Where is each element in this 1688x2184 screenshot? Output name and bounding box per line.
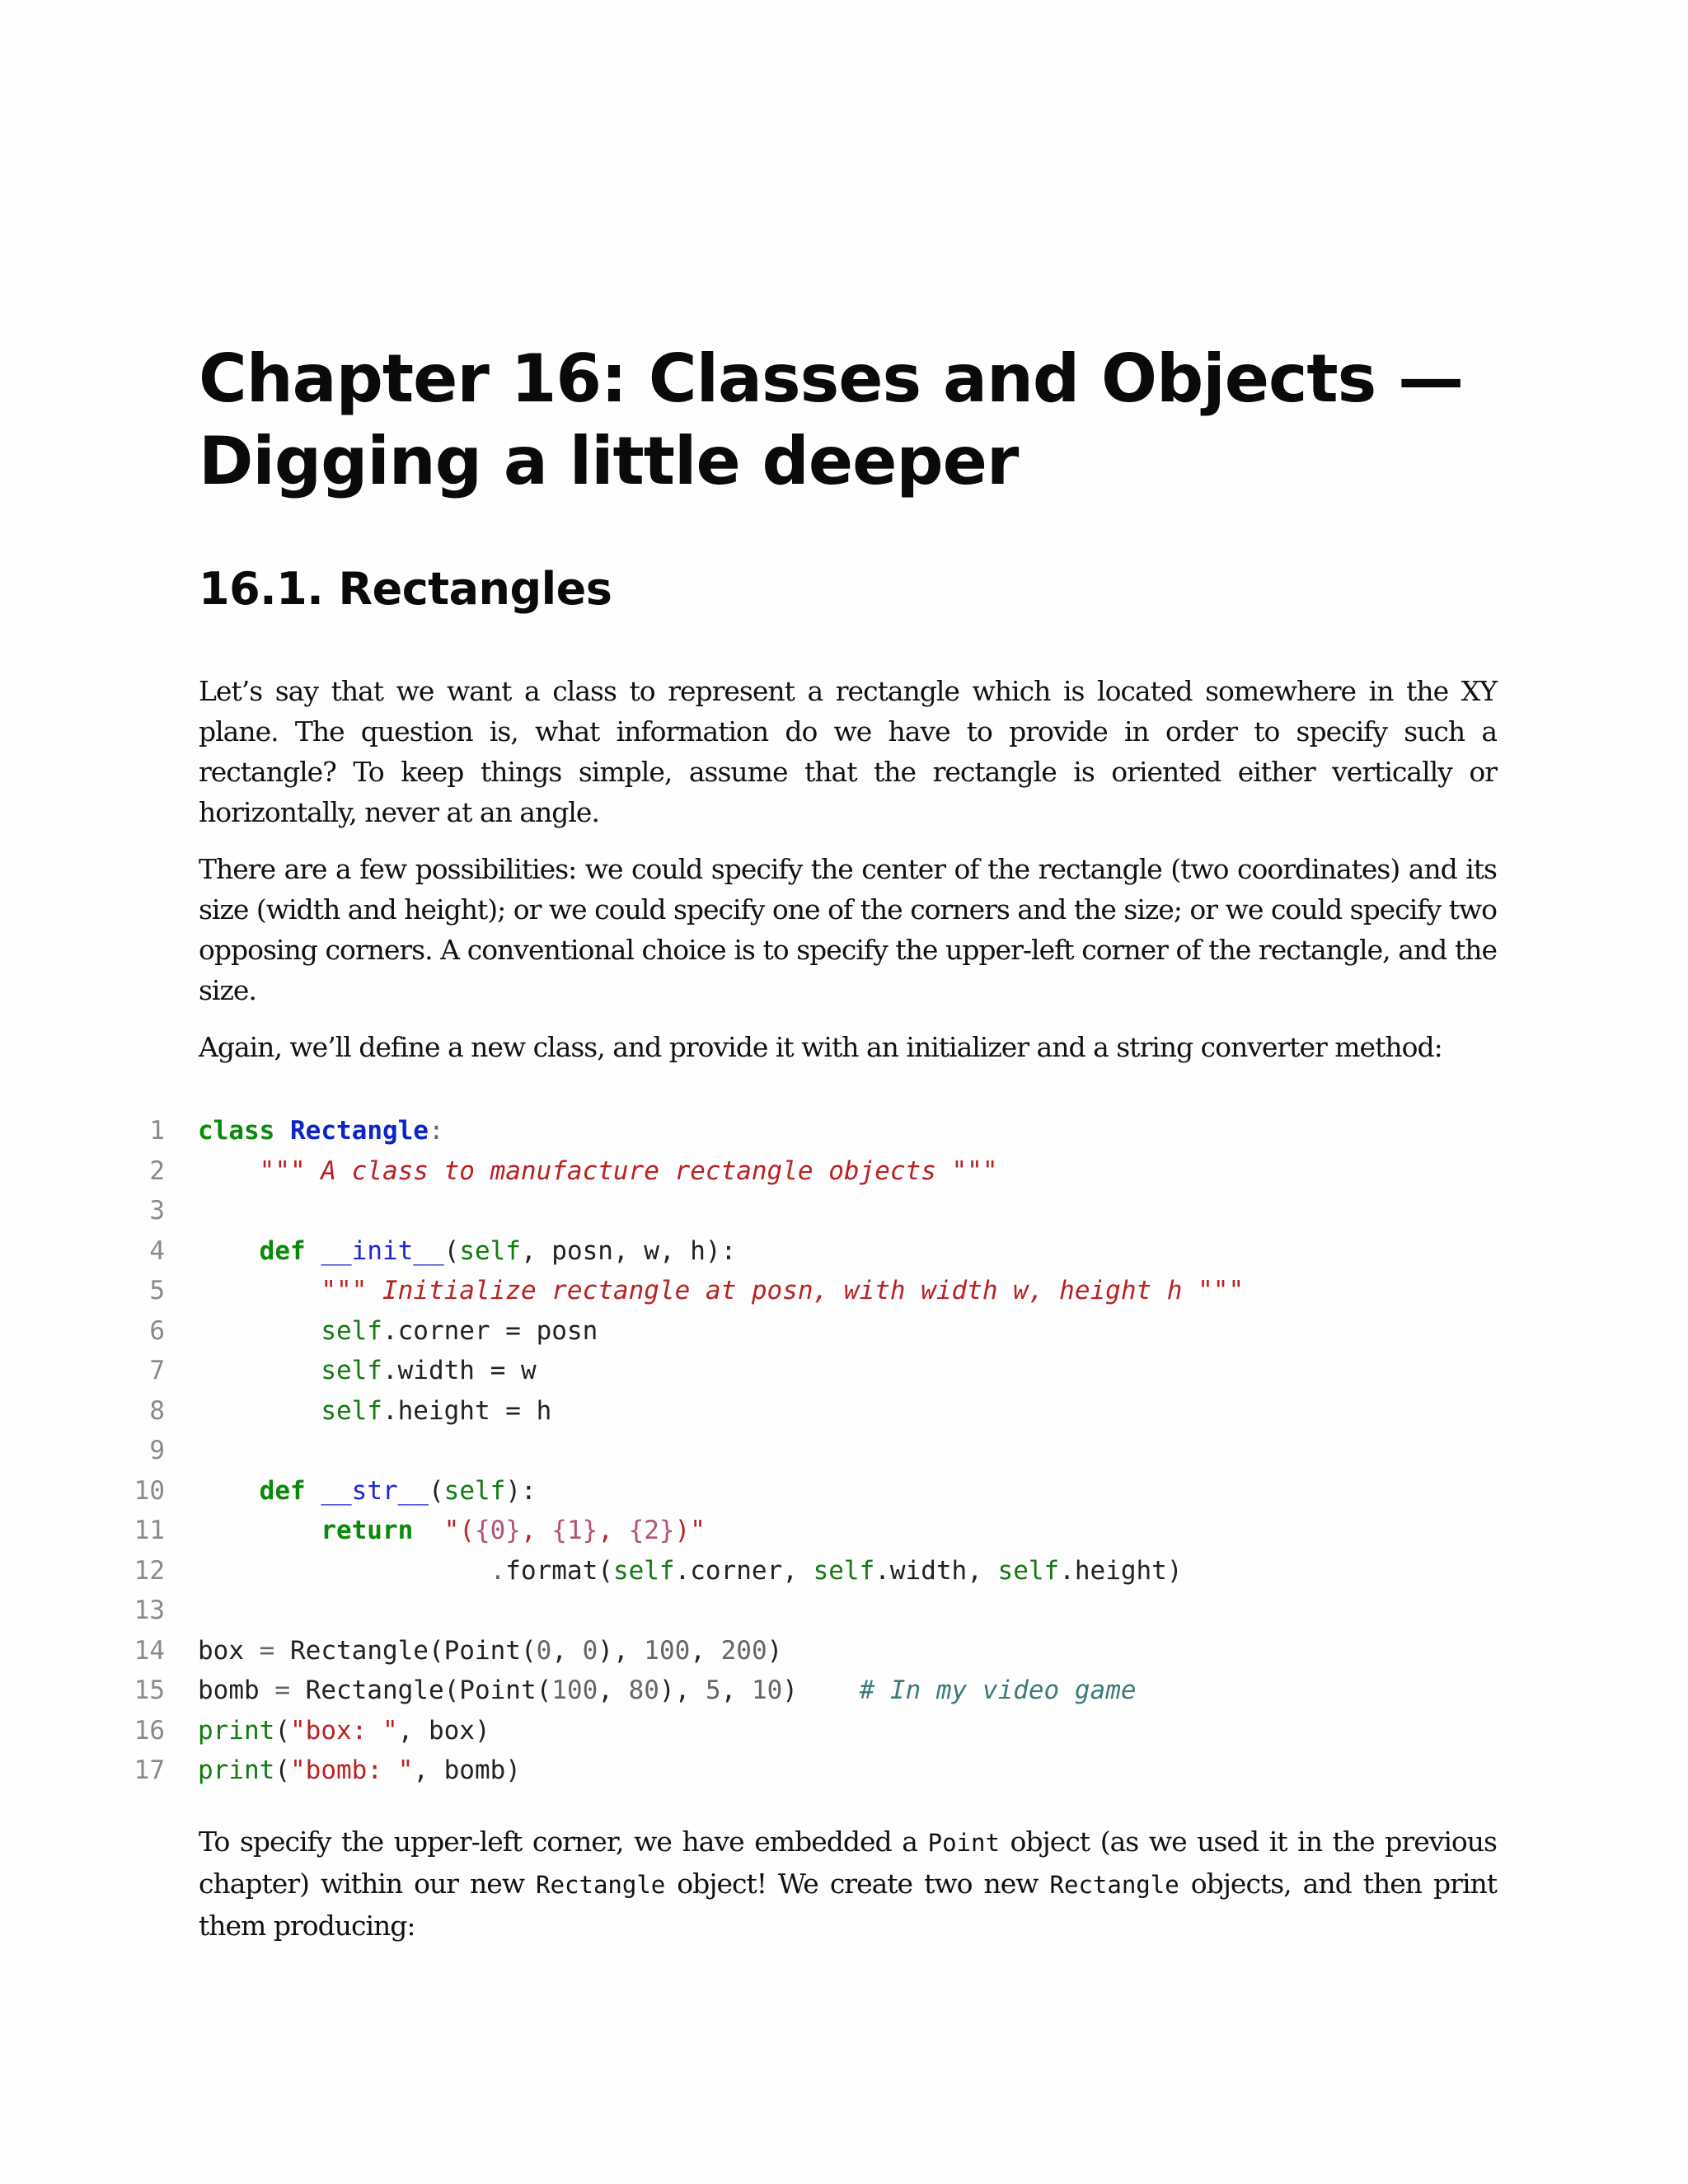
punctuation: , <box>720 1675 752 1705</box>
string: "( <box>443 1516 475 1545</box>
code-line <box>124 1311 1525 1352</box>
number: 10 <box>751 1675 783 1705</box>
code-text <box>198 1271 1244 1311</box>
code-line <box>124 1271 1525 1311</box>
code-text <box>198 1631 782 1671</box>
code-line <box>124 1151 1525 1192</box>
code-line <box>124 1231 1525 1272</box>
self-keyword: self <box>321 1356 382 1385</box>
argument: .corner, <box>674 1555 814 1586</box>
inline-code: Rectangle <box>1049 1871 1179 1899</box>
method-call: format( <box>505 1555 613 1586</box>
keyword: class <box>198 1116 275 1146</box>
code-text <box>198 1231 736 1272</box>
code-text <box>198 1551 1183 1591</box>
line-number: 17 <box>134 1755 165 1785</box>
line-number: 9 <box>149 1436 165 1465</box>
line-number: 6 <box>149 1315 165 1346</box>
punctuation: ), <box>659 1675 706 1705</box>
code-line <box>124 1591 1525 1631</box>
string: )" <box>674 1516 706 1545</box>
code-text <box>198 1671 1137 1711</box>
operator: = <box>259 1675 306 1705</box>
arguments: , bomb) <box>413 1755 521 1785</box>
code-text <box>198 1391 551 1432</box>
code-line <box>124 1511 1525 1551</box>
punctuation: ( <box>428 1475 444 1506</box>
number: 0 <box>582 1635 598 1666</box>
number: 5 <box>705 1675 721 1705</box>
inline-code: Point <box>927 1829 1000 1857</box>
self-keyword: self <box>321 1395 382 1426</box>
paragraph-4 <box>199 1821 1497 1946</box>
line-number: 4 <box>149 1235 165 1266</box>
line-number: 16 <box>134 1715 165 1746</box>
code-line <box>124 1631 1525 1671</box>
format-field: {1} <box>551 1516 598 1545</box>
format-field: {2} <box>628 1516 675 1545</box>
keyword: def <box>259 1235 306 1266</box>
statement: .width = w <box>382 1356 537 1385</box>
self-keyword: self <box>459 1235 521 1266</box>
punctuation: . <box>490 1555 506 1586</box>
line-number: 13 <box>134 1596 165 1625</box>
paragraph-3: Again, we’ll define a new class, and provide it with an initializer and a string converter method: <box>199 1031 1442 1063</box>
punctuation: ( <box>274 1715 290 1746</box>
punctuation: ( <box>274 1755 290 1785</box>
keyword: return <box>321 1516 414 1545</box>
class-name: Rectangle <box>290 1116 429 1146</box>
call: Rectangle(Point( <box>305 1675 552 1705</box>
punctuation: ), <box>598 1635 645 1666</box>
text-run: objects, and then print them producing: <box>199 1868 1498 1942</box>
statement: .height = h <box>382 1395 552 1426</box>
code-text <box>198 1151 998 1192</box>
paragraph-2: There are a few possibilities: we could specify the center of the rectangle (two coordinates) and its size (width and height); or we could specify one of the corners and the size; or we could specify two opposing corners. A conventional choice is to specify the upper-left corner of the rectangle, and the size. <box>199 853 1497 1006</box>
chapter-title-line-2: Digging a little deeper <box>199 423 1019 499</box>
punctuation: ) <box>782 1675 798 1705</box>
line-number: 8 <box>149 1395 165 1426</box>
code-text <box>198 1750 521 1791</box>
line-number: 7 <box>149 1356 165 1385</box>
builtin-function: print <box>198 1715 275 1746</box>
punctuation: , <box>551 1635 583 1666</box>
code-line <box>124 1431 1525 1471</box>
section-title: 16.1. Rectangles <box>199 563 612 615</box>
code-line <box>124 1551 1525 1591</box>
number: 100 <box>551 1675 598 1705</box>
builtin-function: print <box>198 1755 275 1785</box>
code-text <box>198 1511 706 1551</box>
code-text <box>198 1351 537 1391</box>
call: Rectangle(Point( <box>290 1635 537 1666</box>
line-number: 5 <box>149 1276 165 1305</box>
code-line <box>124 1711 1525 1751</box>
code-line <box>124 1471 1525 1511</box>
number: 0 <box>536 1635 552 1666</box>
line-number: 14 <box>134 1635 165 1666</box>
format-field: {0} <box>474 1516 521 1545</box>
intro-paragraphs <box>199 671 1497 1067</box>
code-text <box>198 1471 537 1511</box>
line-number: 12 <box>134 1555 165 1586</box>
code-line <box>124 1391 1525 1432</box>
code-line <box>124 1671 1525 1711</box>
docstring: """ Initialize rectangle at posn, with width w, height h """ <box>321 1276 1245 1305</box>
line-number: 2 <box>149 1155 165 1186</box>
chapter-title-line-1: Chapter 16: Classes and Objects — <box>199 340 1464 417</box>
code-text <box>198 1711 490 1751</box>
punctuation: ) <box>767 1635 783 1666</box>
text-run: To specify the upper-left corner, we have embedded a <box>199 1825 928 1858</box>
number: 100 <box>644 1635 691 1666</box>
string: , <box>598 1516 629 1545</box>
line-number: 3 <box>149 1196 165 1226</box>
line-number: 15 <box>134 1675 165 1705</box>
argument: .height) <box>1059 1555 1183 1586</box>
argument: .width, <box>874 1555 998 1586</box>
text-run: object! We create two new <box>665 1868 1050 1900</box>
line-number: 10 <box>134 1475 165 1506</box>
code-text <box>198 1111 444 1151</box>
self-keyword: self <box>612 1555 675 1586</box>
self-keyword: self <box>813 1555 875 1586</box>
line-number: 11 <box>134 1516 165 1545</box>
arguments: , posn, w, h): <box>520 1235 737 1266</box>
code-line <box>124 1191 1525 1231</box>
variable: bomb <box>198 1675 260 1705</box>
code-line <box>124 1750 1525 1791</box>
code-line <box>124 1111 1525 1151</box>
punctuation: ): <box>505 1475 537 1506</box>
punctuation: ( <box>443 1235 460 1266</box>
code-listing <box>124 1111 1525 1791</box>
punctuation: , <box>598 1675 629 1705</box>
number: 200 <box>720 1635 767 1666</box>
code-text <box>198 1311 598 1352</box>
operator: = <box>244 1635 290 1666</box>
comment: # In my video game <box>859 1675 1137 1705</box>
paragraph-1: Let’s say that we want a class to represent a rectangle which is located somewhere in the XY plane. The question is, what information do we have to provide in order to specify such a rectangle? To keep things simple, assume that the rectangle is oriented either vertically or horizontally, never at an angle. <box>199 675 1497 828</box>
inline-code: Rectangle <box>536 1871 666 1899</box>
arguments: , box) <box>397 1715 490 1746</box>
punctuation: : <box>428 1116 444 1146</box>
string: "box: " <box>290 1715 398 1746</box>
line-number: 1 <box>149 1116 165 1146</box>
function-name: __init__ <box>321 1235 444 1266</box>
variable: box <box>198 1635 244 1666</box>
number: 80 <box>628 1675 659 1705</box>
punctuation: , <box>690 1635 721 1666</box>
text-run: object (as we used it in the previous chapter) within our new <box>199 1825 1497 1900</box>
docstring: """ A class to manufacture rectangle objects """ <box>259 1155 998 1186</box>
string: , <box>520 1516 552 1545</box>
self-keyword: self <box>443 1475 506 1506</box>
chapter-title <box>199 338 1497 503</box>
statement: .corner = posn <box>382 1315 598 1346</box>
keyword: def <box>259 1475 306 1506</box>
self-keyword: self <box>997 1555 1060 1586</box>
self-keyword: self <box>321 1315 382 1346</box>
main-content <box>199 338 1497 1084</box>
function-name: __str__ <box>321 1475 429 1506</box>
closing-content <box>199 1821 1497 1962</box>
string: "bomb: " <box>290 1755 414 1785</box>
code-line <box>124 1351 1525 1391</box>
